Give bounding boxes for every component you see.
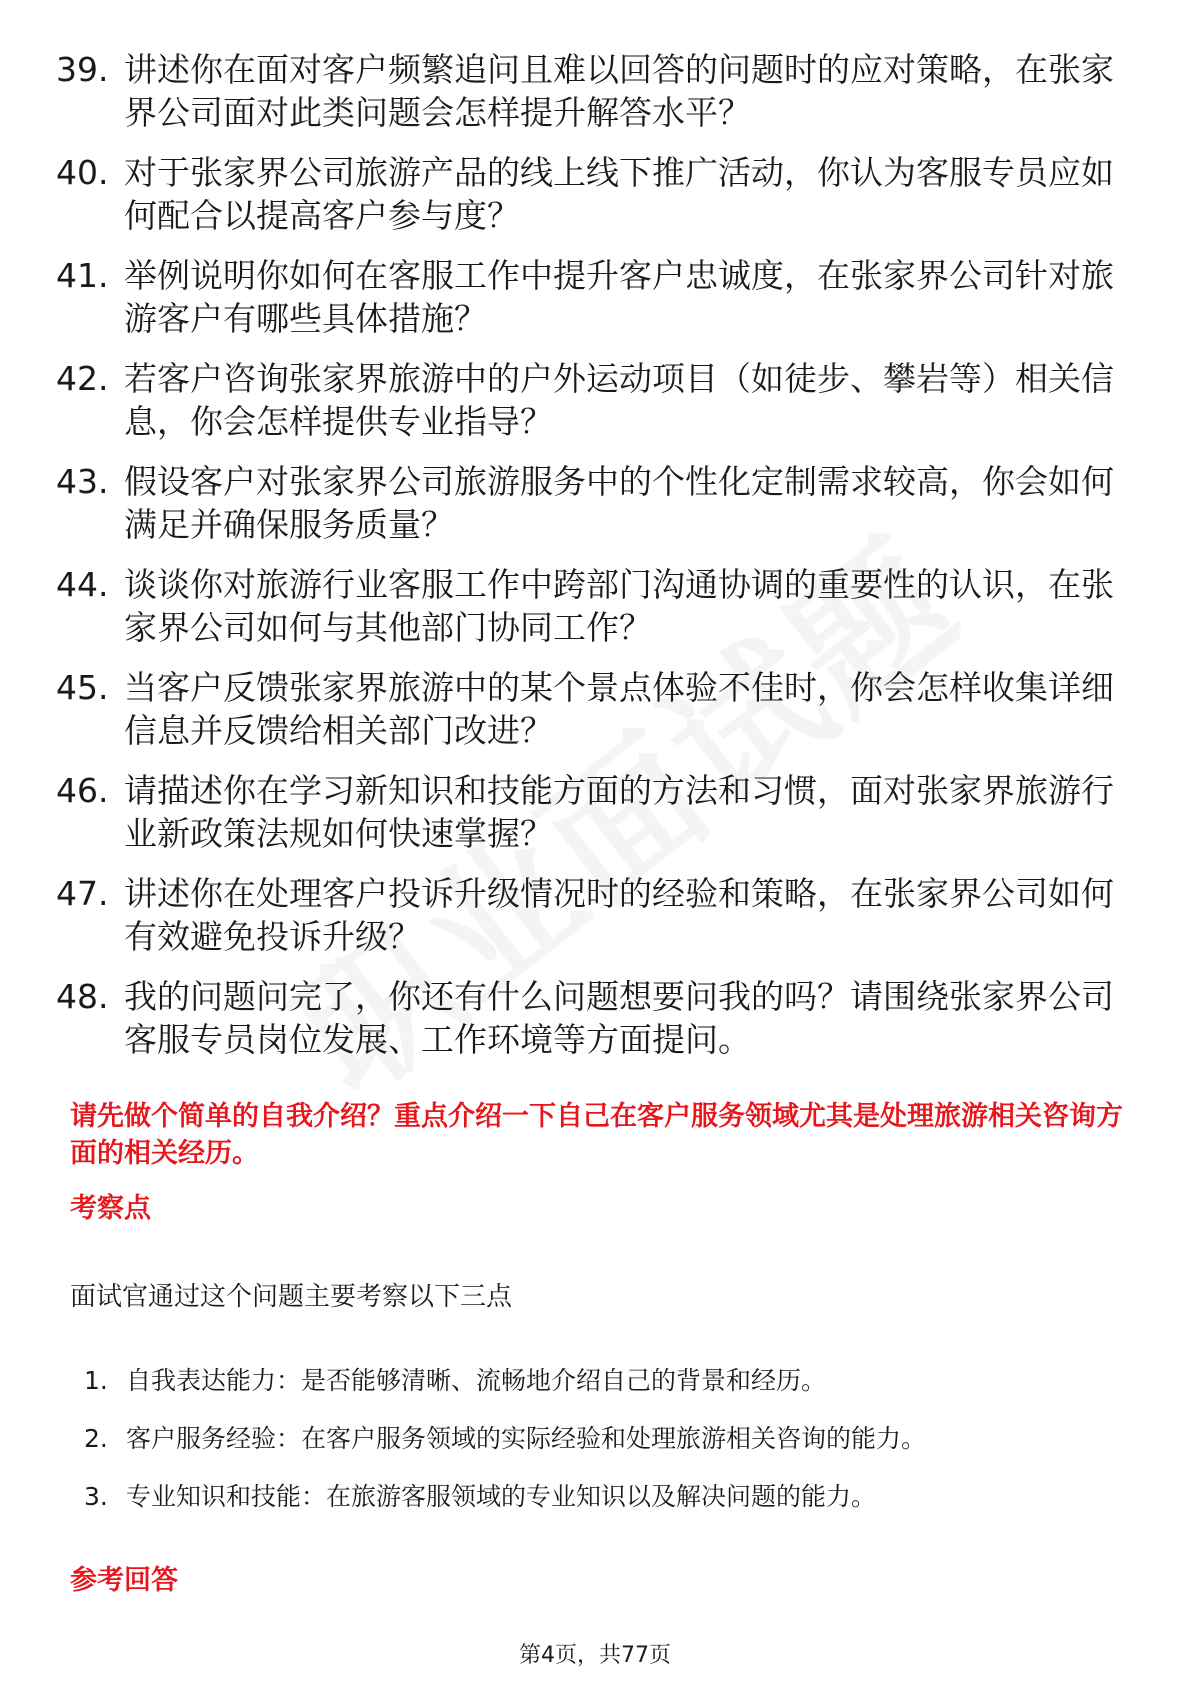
question-number: 46. (56, 771, 109, 810)
list-item-text: 专业知识和技能：在旅游客服领域的专业知识以及解决问题的能力。 (126, 1482, 877, 1511)
intro-text: 面试官通过这个问题主要考察以下三点 (70, 1282, 513, 1312)
question-text: 我的问题问完了，你还有什么问题想要问我的吗？请围绕张家界公司客服专员岗位发展、工作环境等方面提问。 (124, 977, 1114, 1059)
question-text: 当客户反馈张家界旅游中的某个景点体验不佳时，你会怎样收集详细信息并反馈给相关部门改进？ (124, 668, 1114, 750)
highlight-question: 请先做个简单的自我介绍？重点介绍一下自己在客户服务领域尤其是处理旅游相关咨询方面的相关经历。 (70, 1101, 1123, 1169)
list-item-text: 客户服务经验：在客户服务领域的实际经验和处理旅游相关咨询的能力。 (126, 1424, 927, 1453)
list-item (84, 1364, 1144, 1398)
question-number: 47. (56, 874, 109, 913)
list-item (84, 1480, 1144, 1514)
question-text: 若客户咨询张家界旅游中的户外运动项目（如徒步、攀岩等）相关信息，你会怎样提供专业指导？ (124, 359, 1114, 441)
question-item (56, 769, 1136, 855)
question-item (56, 666, 1136, 752)
question-text: 假设客户对张家界公司旅游服务中的个性化定制需求较高，你会如何满足并确保服务质量？ (124, 462, 1114, 544)
question-text: 讲述你在面对客户频繁追问且难以回答的问题时的应对策略，在张家界公司面对此类问题会怎样提升解答水平？ (124, 50, 1114, 132)
question-number: 48. (56, 977, 109, 1016)
question-item (56, 151, 1136, 237)
question-item (56, 460, 1136, 546)
question-item (56, 563, 1136, 649)
question-text: 讲述你在处理客户投诉升级情况时的经验和策略，在张家界公司如何有效避免投诉升级？ (124, 874, 1114, 956)
section-title-answer: 参考回答 (70, 1565, 178, 1596)
question-number: 42. (56, 359, 109, 398)
question-number: 43. (56, 462, 109, 501)
list-item-number: 3. (84, 1482, 108, 1511)
question-item (56, 872, 1136, 958)
question-item (56, 48, 1136, 134)
question-text: 举例说明你如何在客服工作中提升客户忠诚度，在张家界公司针对旅游客户有哪些具体措施？ (124, 256, 1114, 338)
question-number: 39. (56, 50, 109, 89)
section-title-focus: 考察点 (70, 1193, 151, 1224)
question-text: 请描述你在学习新知识和技能方面的方法和习惯，面对张家界旅游行业新政策法规如何快速掌握？ (124, 771, 1114, 853)
question-number: 40. (56, 153, 109, 192)
list-item-number: 1. (84, 1366, 108, 1395)
question-item (56, 254, 1136, 340)
list-item-text: 自我表达能力：是否能够清晰、流畅地介绍自己的背景和经历。 (126, 1366, 827, 1395)
list-item-number: 2. (84, 1424, 108, 1453)
question-item (56, 357, 1136, 443)
focus-points-list (84, 1364, 1144, 1538)
question-number: 44. (56, 565, 109, 604)
question-list (56, 48, 1136, 1078)
list-item (84, 1422, 1144, 1456)
question-item (56, 975, 1136, 1061)
question-text: 谈谈你对旅游行业客服工作中跨部门沟通协调的重要性的认识，在张家界公司如何与其他部门协同工作？ (124, 565, 1114, 647)
question-number: 41. (56, 256, 109, 295)
question-number: 45. (56, 668, 109, 707)
question-text: 对于张家界公司旅游产品的线上线下推广活动，你认为客服专员应如何配合以提高客户参与度？ (124, 153, 1114, 235)
page-footer: 第4页，共77页 (519, 1643, 671, 1668)
